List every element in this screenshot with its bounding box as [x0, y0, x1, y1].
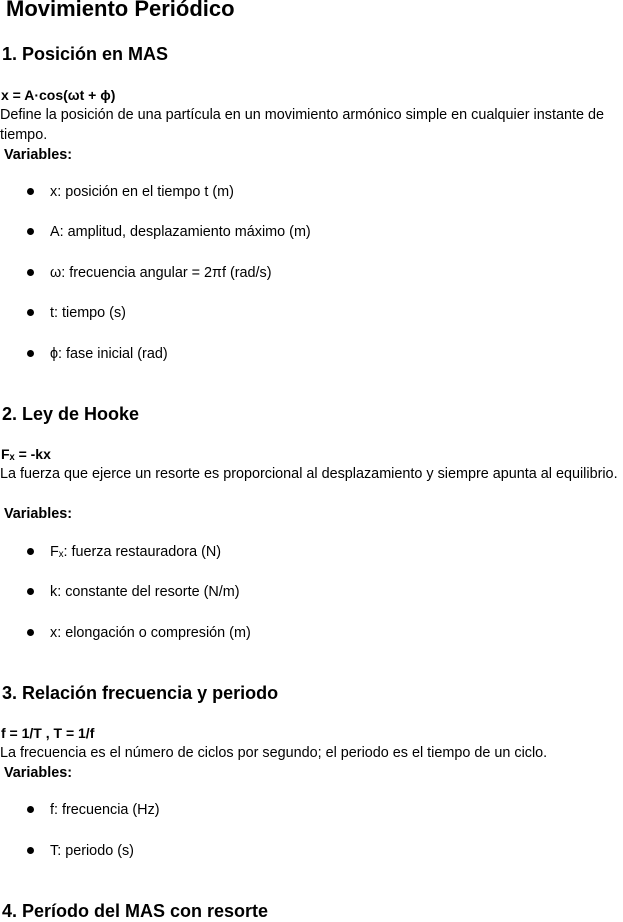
section-heading: 4. Período del MAS con resorte — [2, 901, 269, 921]
formula: Fₓ = -kx — [1, 446, 51, 462]
list-item — [27, 800, 160, 820]
variable-text: T: periodo (s) — [50, 843, 134, 859]
bullet-icon — [27, 309, 34, 316]
bullet-icon — [27, 629, 34, 636]
page-title: Movimiento Periódico — [6, 0, 235, 21]
variable-text: Fₓ: fuerza restauradora (N) — [50, 544, 222, 560]
variable-text: f: frecuencia (Hz) — [50, 802, 160, 818]
variable-text: k: constante del resorte (N/m) — [50, 584, 240, 600]
section-description: La fuerza que ejerce un resorte es proporcional al desplazamiento y siempre apunta al equilibrio. — [0, 466, 618, 482]
variable-text: t: tiempo (s) — [50, 305, 126, 321]
list-item — [27, 344, 168, 364]
section-description: La frecuencia es el número de ciclos por segundo; el periodo es el tiempo de un ciclo. — [0, 745, 548, 761]
section-heading: 1. Posición en MAS — [2, 44, 169, 64]
bullet-icon — [27, 350, 34, 357]
variable-text: ϕ: fase inicial (rad) — [50, 346, 168, 362]
list-item — [27, 582, 240, 602]
bullet-icon — [27, 188, 34, 195]
bullet-icon — [27, 228, 34, 235]
section-heading: 2. Ley de Hooke — [2, 404, 140, 424]
variables-label: Variables: — [4, 506, 72, 522]
list-item — [27, 623, 251, 643]
bullet-icon — [27, 269, 34, 276]
list-item — [27, 841, 134, 861]
section-heading: 3. Relación frecuencia y periodo — [2, 683, 279, 703]
variables-label: Variables: — [4, 147, 72, 163]
variables-label: Variables: — [4, 765, 72, 781]
variable-text: A: amplitud, desplazamiento máximo (m) — [50, 224, 311, 240]
bullet-icon — [27, 548, 34, 555]
section-description: Define la posición de una partícula en un movimiento armónico simple en cualquier instante de tiempo. — [0, 107, 604, 143]
list-item — [27, 182, 234, 202]
list-item — [27, 303, 126, 323]
variable-text: x: elongación o compresión (m) — [50, 625, 251, 641]
list-item — [27, 222, 311, 242]
variable-text: ω: frecuencia angular = 2πf (rad/s) — [50, 265, 272, 281]
list-item — [27, 542, 221, 562]
formula: f = 1/T , T = 1/f — [1, 725, 95, 741]
list-item — [27, 263, 272, 283]
bullet-icon — [27, 847, 34, 854]
formula: x = A·cos(ωt + ϕ) — [1, 87, 116, 103]
bullet-icon — [27, 806, 34, 813]
bullet-icon — [27, 588, 34, 595]
variable-text: x: posición en el tiempo t (m) — [50, 184, 234, 200]
